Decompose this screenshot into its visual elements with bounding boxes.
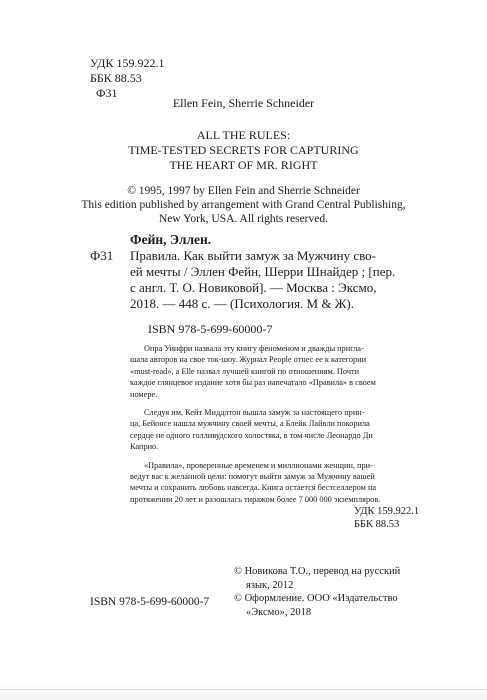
annotation-line: Каприо. — [130, 442, 159, 452]
annotation-line: Опра Уинфри назвала эту книгу феноменом и дважды пригла- — [144, 344, 364, 353]
bibliographic-line: 2018. — 448 с. — (Психология. М & Ж). — [130, 296, 354, 311]
annotation-line: Следуя им, Кейт Миддлтон вышла замуж за настоящего прин- — [144, 408, 365, 418]
design-copyright-cont: «Эксмо», 2018 — [246, 606, 312, 618]
udc-code: УДК 159.922.1 — [354, 506, 420, 517]
rights-notice — [234, 565, 400, 619]
bbk-code: ББК 88.53 — [90, 71, 142, 85]
annotation-line: шала авторов на свое ток-шоу. Журнал People отнес ее к категории — [130, 355, 367, 365]
page-fold-line — [0, 689, 487, 690]
annotation-line: ведут вас к желанной цели: помогут выйти замуж за Мужчину вашей — [130, 472, 375, 482]
udc-code: УДК 159.922.1 — [90, 56, 165, 70]
annotation-line: протяжении 20 лет и разошлась тиражом более 7 000 000 экземпляров. — [130, 494, 381, 504]
original-copyright — [0, 184, 487, 226]
original-title-line: ALL THE RULES: — [196, 128, 291, 142]
copyright-line: New York, USA. All rights reserved. — [159, 213, 328, 225]
bibliographic-line: с англ. Т. О. Новиковой]. — Москва : Эксмо, — [130, 280, 377, 295]
bbk-code: ББК 88.53 — [354, 519, 400, 530]
design-copyright: © Оформление. ООО «Издательство — [234, 593, 398, 604]
copyright-line: © 1995, 1997 by Ellen Fein and Sherrie Schneider — [127, 185, 360, 197]
page-fold-shadow — [0, 682, 487, 700]
classification-codes-bottom — [354, 505, 419, 531]
annotation-line: номере. — [130, 389, 158, 399]
original-title-line: TIME-TESTED SECRETS FOR CAPTURING — [128, 143, 359, 157]
bibliographic-line: Правила. Как выйти замуж за Мужчину сво- — [130, 248, 376, 263]
bibliographic-record — [130, 248, 432, 312]
annotation-line: ца, Бейонсе нашла мужчину своей мечты, а Блейк Лайвли покорила — [130, 419, 370, 429]
bibliographic-author-mark: Ф31 — [90, 248, 114, 263]
bibliographic-heading: Фейн, Эллен. — [130, 232, 212, 247]
original-title-line: THE HEART OF MR. RIGHT — [169, 158, 318, 172]
original-authors: Ellen Fein, Sherrie Schneider — [172, 96, 315, 110]
translation-copyright-cont: язык, 2012 — [246, 579, 294, 591]
annotation-line: «Правила», проверенные временем и миллионами женщин, при- — [144, 460, 373, 470]
annotation-line: каждое глянцевое издание хотя бы раз напечатало «Правила» в своем — [130, 378, 376, 388]
annotation-line: мечты и сохранить любовь навсегда. Книга остается бестселлером на — [130, 483, 377, 493]
annotation-line: сердце не одного голливудского холостяка, в том числе Леонардо Ди — [130, 430, 373, 440]
annotation — [130, 343, 440, 505]
isbn-record: ISBN 978-5-699-60000-7 — [148, 322, 273, 336]
copyright-line: This edition published by arrangement with Grand Central Publishing, — [81, 199, 406, 211]
author-mark: Ф31 — [96, 86, 118, 100]
classification-codes-top — [90, 56, 164, 101]
translation-copyright: © Новикова Т.О., перевод на русский — [234, 566, 401, 577]
original-title — [0, 128, 487, 173]
isbn-bottom: ISBN 978-5-699-60000-7 — [90, 596, 210, 608]
annotation-line: «must-read», а Elle назвал лучшей книгой по отношениям. Почти — [130, 366, 360, 376]
bibliographic-line: ей мечты / Эллен Фейн, Шерри Шнайдер ; [пер. — [130, 264, 396, 279]
